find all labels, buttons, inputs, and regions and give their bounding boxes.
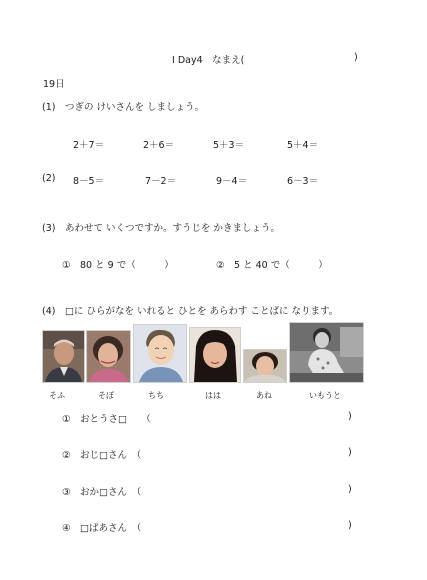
- q2-item-1: 8－5＝: [73, 176, 105, 187]
- q1-item-1: 2＋7＝: [73, 140, 105, 151]
- q2-item-3: 9－4＝: [216, 176, 248, 187]
- date-label: 19日: [43, 79, 65, 90]
- q1-item-4: 5＋4＝: [287, 140, 319, 151]
- q1-item-2: 2＋6＝: [143, 140, 175, 151]
- q4-item-2-close: ): [348, 447, 352, 458]
- q1-heading: (1) つぎの けいさんを しましょう。: [42, 102, 204, 113]
- q3-item-2: ② 5 と 40 で（ ）: [216, 260, 328, 271]
- q4-item-2: ② おじ□さん （: [62, 450, 142, 461]
- q2-item-4: 6－3＝: [287, 176, 319, 187]
- q3-item-1: ① 80 と 9 で（ ）: [62, 260, 174, 271]
- father-illustration: [133, 324, 187, 383]
- q4-item-1: ① おとうさ□ （: [62, 414, 151, 425]
- q4-item-1-close: ): [348, 411, 352, 422]
- q4-item-3-close: ): [348, 484, 352, 495]
- grandfather-photo: [42, 330, 85, 383]
- younger-sister-photo: [289, 322, 364, 383]
- worksheet-title: I Day4 なまえ(: [172, 55, 245, 66]
- q3-heading: (3) あわせて いくつですか。すうじを かきましょう。: [42, 223, 280, 234]
- photo-label-father: ちち: [148, 391, 164, 400]
- q2-item-2: 7－2＝: [145, 176, 177, 187]
- photo-label-older-sister: あね: [256, 391, 272, 400]
- grandmother-photo: [86, 330, 131, 383]
- mother-photo: [189, 327, 241, 383]
- photo-label-younger-sister: いもうと: [309, 391, 341, 400]
- photo-label-grandfather: そふ: [49, 391, 65, 400]
- q4-item-3: ③ おか□さん （: [62, 487, 142, 498]
- photo-label-grandmother: そぼ: [98, 391, 114, 400]
- q2-label: (2): [42, 173, 56, 184]
- q1-item-3: 5＋3＝: [213, 140, 245, 151]
- photo-label-mother: はは: [205, 391, 221, 400]
- older-sister-photo: [243, 349, 287, 383]
- name-paren-close: ): [354, 52, 358, 63]
- q4-heading: (4) □に ひらがなを いれると ひとを あらわす ことばに なります。: [42, 306, 339, 317]
- q4-item-4: ④ □ばあさん （: [62, 523, 142, 534]
- q4-item-4-close: ): [348, 520, 352, 531]
